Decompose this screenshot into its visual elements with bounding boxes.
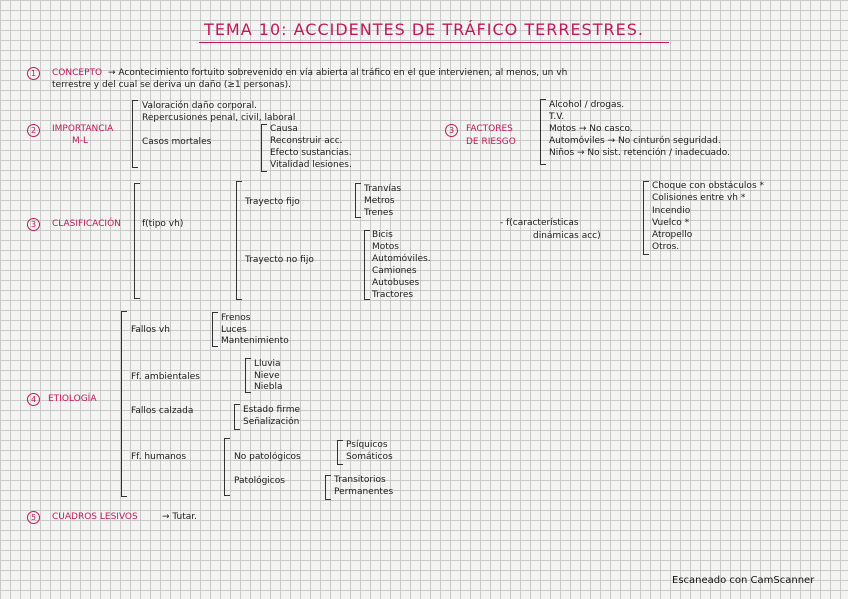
etiologia-bracket (121, 311, 122, 497)
list-item: Somáticos (346, 452, 393, 462)
caracteristicas-label-sub: dinámicas acc) (533, 231, 601, 241)
section-label-cuadros-lesivos: CUADROS LESIVOS (52, 512, 138, 522)
list-item: Choque con obstáculos * (652, 181, 764, 191)
list-item: Valoración daño corporal. (142, 101, 257, 111)
ff-humanos-label: Ff. humanos (131, 452, 187, 462)
list-item: Reconstruir acc. (270, 136, 343, 146)
list-item: Bicis (372, 230, 393, 240)
list-item: Permanentes (334, 487, 394, 497)
scanner-watermark: Escaneado con CamScanner (672, 575, 815, 586)
page-title: TEMA 10: ACCIDENTES DE TRÁFICO TERRESTRES. (204, 20, 644, 39)
brace (355, 183, 361, 218)
brace (643, 181, 649, 255)
fallos-vh-label: Fallos vh (131, 325, 170, 335)
section-number: 1 (27, 67, 40, 80)
brace (132, 100, 138, 168)
list-item: Incendio (652, 206, 691, 216)
brace (236, 181, 242, 300)
list-item: Atropello (652, 230, 693, 240)
list-item: Lluvia (254, 359, 281, 369)
list-item: Otros. (652, 242, 680, 252)
list-item: Camiones (372, 266, 417, 276)
section-number: 2 (27, 124, 40, 137)
list-item: Motos (372, 242, 399, 252)
clasificacion-ftipo: f(tipo vh) (142, 219, 184, 229)
fallos-calzada-label: Fallos calzada (131, 406, 194, 416)
brace (224, 438, 230, 496)
etiologia-bracket (121, 496, 127, 497)
list-item: Alcohol / drogas. (549, 100, 625, 110)
list-item: Casos mortales (142, 137, 212, 147)
section-label-importancia: IMPORTANCIA (52, 124, 114, 134)
section-label-concepto: CONCEPTO (52, 68, 103, 78)
brace (337, 440, 343, 465)
no-patologicos-label: No patológicos (234, 452, 301, 462)
list-item: Señalización (243, 417, 300, 427)
list-item: Causa (270, 124, 298, 134)
list-item: Repercusiones penal, civil, laboral (142, 113, 296, 123)
list-item: Colisiones entre vh * (652, 193, 746, 203)
brace (245, 358, 251, 393)
concepto-text-line1: → Acontecimiento fortuito sobrevenido en vía abierta al tráfico en el que intervienen, al menos, un vh (108, 68, 568, 78)
list-item: Automóviles. (372, 254, 431, 264)
section-label-etiologia: ETIOLOGÍA (48, 394, 97, 404)
list-item: Metros (364, 196, 395, 206)
caracteristicas-label: - f(características (500, 218, 579, 228)
brace (325, 475, 331, 500)
cuadros-lesivos-text: → Tutar. (162, 512, 198, 522)
section-number: 5 (27, 511, 40, 524)
list-item: Estado firme (243, 405, 301, 415)
list-item: Psíquicos (346, 440, 388, 450)
section-label-clasificacion: CLASIFICACIÓN (52, 219, 121, 229)
etiologia-bracket (121, 311, 127, 312)
patologicos-label: Patológicos (234, 476, 285, 486)
brace (540, 99, 546, 165)
list-item: T.V. (549, 112, 565, 122)
list-item: Frenos (221, 313, 251, 323)
ff-ambientales-label: Ff. ambientales (131, 372, 200, 382)
list-item: Nieve (254, 371, 280, 381)
list-item: Autobuses (372, 278, 420, 288)
list-item: Automóviles → No cinturón seguridad. (549, 136, 721, 146)
list-item: Motos → No casco. (549, 124, 633, 134)
list-item: Trenes (364, 208, 394, 218)
list-item: Vuelco * (652, 218, 690, 228)
list-item: Tranvías (364, 184, 402, 194)
brace (364, 230, 370, 300)
list-item: Mantenimiento (221, 336, 289, 346)
list-item: Niebla (254, 382, 283, 392)
list-item: Vitalidad lesiones. (270, 160, 352, 170)
list-item: Efecto sustancias. (270, 148, 352, 158)
brace (134, 183, 140, 299)
section-label-factores: FACTORES (466, 124, 513, 134)
list-item: Luces (221, 325, 247, 335)
brace (261, 124, 267, 172)
section-number: 4 (27, 393, 40, 406)
trayecto-no-fijo-label: Trayecto no fijo (245, 255, 314, 265)
section-number: 3 (445, 124, 458, 137)
title-underline (199, 42, 669, 43)
list-item: Niños → No sist. retención / inadecuado. (549, 148, 730, 158)
list-item: Transitorios (334, 475, 386, 485)
section-number: 3 (27, 218, 40, 231)
trayecto-fijo-label: Trayecto fijo (245, 197, 300, 207)
section-label-factores-sub: DE RIESGO (466, 137, 516, 147)
brace (234, 404, 240, 430)
section-label-importancia-sub: M-L (72, 136, 89, 146)
brace (212, 312, 218, 347)
list-item: Tractores (372, 290, 414, 300)
concepto-text-line2: terrestre y del cual se deriva un daño (≥1 personas). (52, 80, 291, 90)
